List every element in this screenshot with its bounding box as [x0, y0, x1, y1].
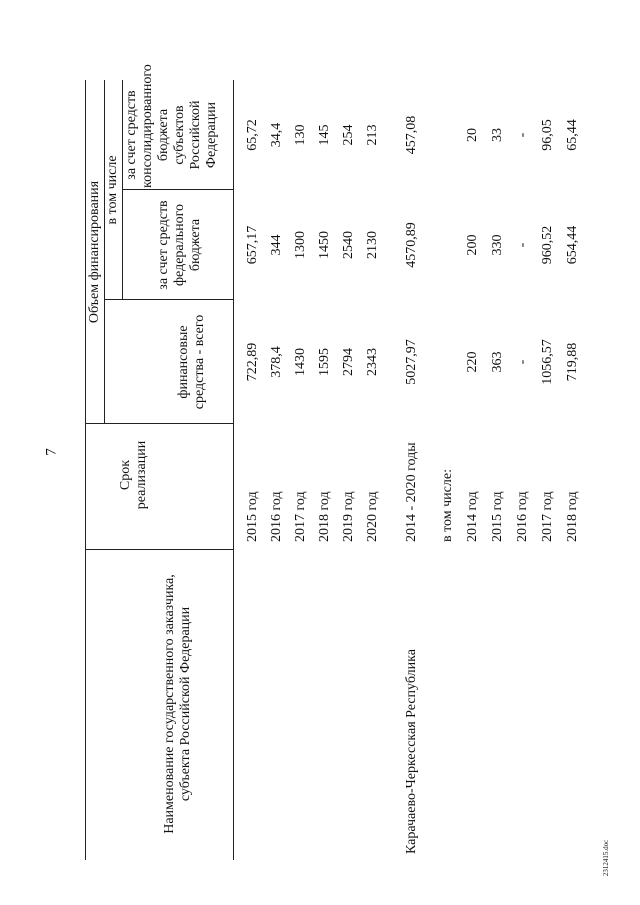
header-name: Наименование государственного заказчика, субъекта Российской Федерации	[162, 574, 193, 834]
cell-federal: 2540	[341, 231, 356, 259]
cell-total: -	[515, 359, 530, 365]
cell-regional: 213	[365, 124, 380, 146]
cell-total: 722,89	[245, 342, 260, 382]
cell-regional: 65,44	[565, 119, 580, 151]
cell-total: 719,88	[565, 342, 580, 382]
cell-period: 2018 год	[317, 491, 332, 542]
cell-period: 2020 год	[365, 491, 380, 542]
cell-total: 2794	[341, 348, 356, 376]
cell-federal: 2130	[365, 231, 380, 259]
table-top-rule	[85, 80, 86, 860]
cell-regional: 96,05	[540, 119, 555, 151]
header-total: финансовые средства - всего	[176, 314, 207, 410]
divider-name-period	[85, 549, 234, 550]
divider-period-funding	[85, 423, 234, 424]
cell-period: 2017 год	[293, 491, 308, 542]
cell-period: 2014 год	[465, 491, 480, 542]
cell-total: 2343	[365, 348, 380, 376]
cell-regional: 457,08	[404, 115, 419, 155]
cell-total: 220	[465, 351, 480, 373]
cell-federal: 330	[490, 234, 505, 256]
cell-period: 2016 год	[515, 491, 530, 542]
cell-regional: 33	[490, 128, 505, 142]
cell-period: 2015 год	[490, 491, 505, 542]
cell-total: 1430	[293, 348, 308, 376]
cell-regional: 130	[293, 124, 308, 146]
cell-regional: 65,72	[245, 119, 260, 151]
divider-total-sub	[104, 299, 233, 300]
header-funding: Объем финансирования	[87, 180, 102, 324]
cell-federal: 1300	[293, 231, 308, 259]
header-including: в том числе	[105, 155, 120, 225]
cell-total: 5027,97	[404, 339, 419, 385]
cell-total: 378,4	[269, 346, 284, 378]
header-regional: за счет средств консолидированного бюджета субъектов Российской Федерации	[124, 64, 219, 188]
header-federal: за счет средств федерального бюджета	[156, 200, 203, 290]
cell-federal: -	[515, 242, 530, 248]
including-underline	[122, 80, 123, 300]
cell-period: 2016 год	[269, 491, 284, 542]
page-number: 7	[43, 448, 60, 456]
cell-federal: 200	[465, 234, 480, 256]
cell-federal: 344	[269, 234, 284, 256]
cell-regional: 145	[317, 124, 332, 146]
funding-table	[80, 64, 620, 860]
cell-regional: -	[515, 132, 530, 138]
cell-total: 363	[490, 351, 505, 373]
header-bottom-rule	[233, 80, 234, 860]
cell-federal: 4570,89	[404, 222, 419, 268]
cell-federal: 960,52	[540, 225, 555, 265]
cell-period: 2017 год	[540, 491, 555, 542]
cell-period: 2015 год	[245, 491, 260, 542]
cell-period: 2014 - 2020 годы	[404, 442, 419, 542]
cell-federal: 654,44	[565, 225, 580, 265]
cell-period: 2018 год	[565, 491, 580, 542]
cell-subtitle: в том числе:	[440, 469, 455, 542]
cell-regional: 20	[465, 128, 480, 142]
footer-filename: 2312415.doc	[602, 839, 610, 877]
cell-regional: 34,4	[269, 122, 284, 148]
cell-federal: 657,17	[245, 225, 260, 265]
cell-period: 2019 год	[341, 491, 356, 542]
cell-region: Карачаево-Черкесская Республика	[404, 649, 419, 854]
cell-federal: 1450	[317, 231, 332, 259]
cell-total: 1056,57	[540, 339, 555, 385]
cell-total: 1595	[317, 348, 332, 376]
header-period: Срок реализации	[118, 440, 149, 510]
divider-federal-regional	[122, 189, 233, 190]
cell-regional: 254	[341, 124, 356, 146]
